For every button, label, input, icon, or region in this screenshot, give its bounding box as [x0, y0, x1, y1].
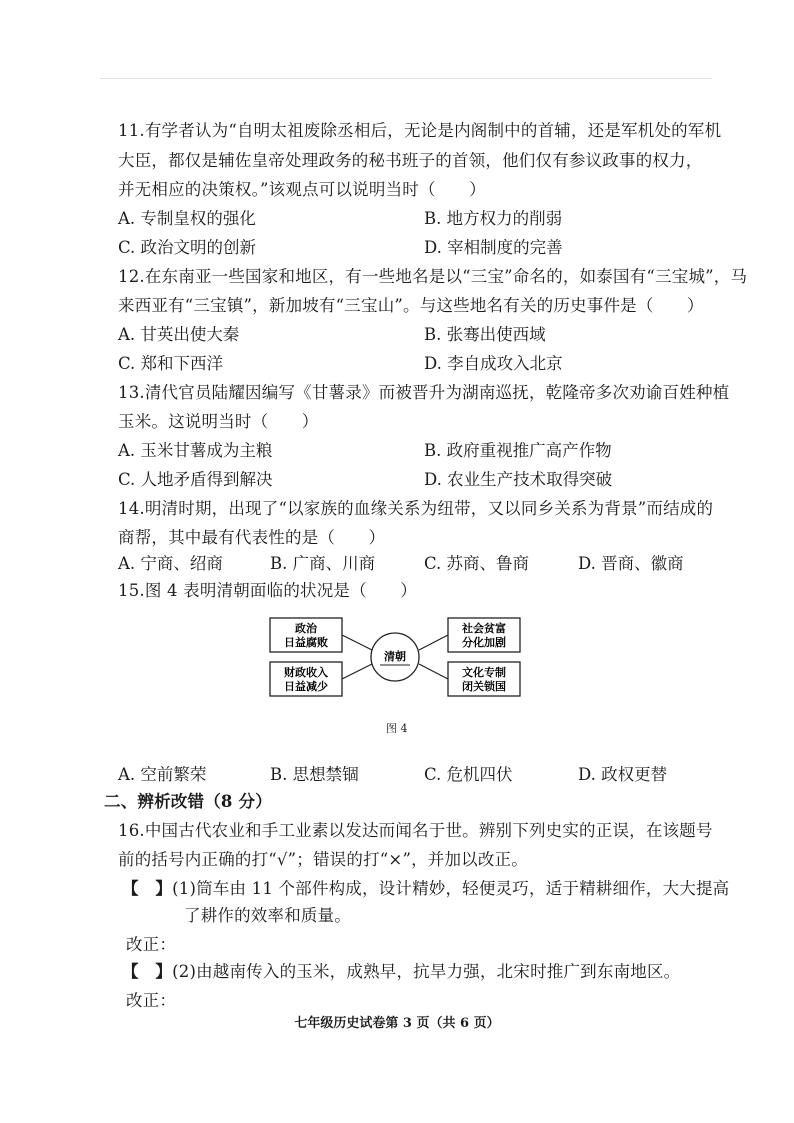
q16-fix-1: 改正：	[126, 935, 177, 954]
q16-item-1	[122, 878, 729, 900]
center-label: 清朝	[384, 650, 406, 663]
connector-right-top	[419, 635, 448, 650]
q13-option-c: C. 人地矛盾得到解决	[118, 470, 273, 489]
answer-bracket-1[interactable]: 【 】	[122, 879, 173, 898]
q12-line-1: 12.在东南亚一些国家和地区，有一些地名是以“三宝”命名的，如泰国有“三宝城”，马	[118, 267, 748, 286]
q14-option-a: A. 宁商、绍商	[118, 554, 223, 573]
q16-item-2-text: (2)由越南传入的玉米，成熟早，抗旱力强，北宋时推广到东南地区。	[172, 962, 681, 981]
figure-caption: 图 4	[386, 722, 408, 735]
q15-option-d: D. 政权更替	[578, 765, 668, 784]
q12-option-c: C. 郑和下西洋	[118, 354, 224, 373]
top-rule	[100, 78, 712, 79]
left-bottom-line-2: 日益减少	[284, 680, 328, 693]
q16-item-1-cont: 了耕作的效率和质量。	[184, 906, 351, 925]
connector-left-top	[342, 635, 372, 650]
q15-option-a: A. 空前繁荣	[118, 765, 207, 784]
page-footer: 七年级历史试卷第 3 页（共 6 页）	[294, 1016, 500, 1031]
q12-option-b: B. 张骞出使西域	[424, 325, 546, 344]
q14-option-b: B. 广商、川商	[270, 554, 376, 573]
q16-line-2: 前的括号内正确的打“√”；错误的打“×”，并加以改正。	[118, 850, 528, 869]
section-2-title: 二、辨析改错（8 分）	[104, 792, 272, 811]
q14-option-c: C. 苏商、鲁商	[424, 554, 530, 573]
q11-line-1: 11.有学者认为“自明太祖废除丞相后，无论是内阁制中的首辅，还是军机处的军机	[118, 121, 722, 140]
q13-option-d: D. 农业生产技术取得突破	[424, 470, 613, 489]
q13-line-1: 13.清代官员陆耀因编写《甘薯录》而被晋升为湖南巡抚，乾隆帝多次劝谕百姓种植	[118, 383, 730, 402]
answer-bracket-2[interactable]: 【 】	[122, 962, 173, 981]
q12-option-a: A. 甘英出使大秦	[118, 325, 240, 344]
connector-right-bottom	[419, 664, 448, 679]
q16-item-2	[122, 961, 680, 983]
q15-line-1: 15.图 4 表明清朝面临的状况是（ ）	[118, 581, 417, 600]
figure-4-diagram	[260, 610, 530, 705]
q11-line-3: 并无相应的决策权。”该观点可以说明当时（ ）	[118, 180, 486, 199]
q15-option-b: B. 思想禁锢	[270, 765, 359, 784]
left-bottom-line-1: 财政收入	[284, 666, 328, 679]
q11-option-d: D. 宰相制度的完善	[424, 238, 563, 257]
q11-option-a: A. 专制皇权的强化	[118, 209, 256, 228]
q16-fix-2: 改正：	[126, 991, 177, 1010]
q12-option-d: D. 李自成攻入北京	[424, 354, 563, 373]
left-top-line-1: 政治	[295, 622, 317, 635]
q13-option-a: A. 玉米甘薯成为主粮	[118, 441, 273, 460]
q14-line-1: 14.明清时期，出现了“以家族的血缘关系为纽带，又以同乡关系为背景”而结成的	[118, 499, 714, 518]
q16-item-1-text: (1)筒车由 11 个部件构成，设计精妙，轻便灵巧，适于精耕细作，大大提高	[172, 879, 730, 898]
right-bottom-line-2: 闭关锁国	[462, 680, 506, 693]
q11-option-c: C. 政治文明的创新	[118, 238, 257, 257]
q13-line-2: 玉米。这说明当时（ ）	[118, 412, 319, 431]
right-top-line-1: 社会贫富	[462, 622, 506, 635]
q13-option-b: B. 政府重视推广高产作物	[424, 441, 612, 460]
q14-line-2: 商帮，其中最有代表性的是（ ）	[118, 528, 386, 547]
q12-line-2: 来西亚有“三宝镇”，新加坡有“三宝山”。与这些地名有关的历史事件是（ ）	[118, 296, 704, 315]
left-top-line-2: 日益腐败	[284, 636, 328, 649]
q15-option-c: C. 危机四伏	[424, 765, 513, 784]
right-top-line-2: 分化加剧	[462, 636, 506, 649]
q11-option-b: B. 地方权力的削弱	[424, 209, 563, 228]
q11-line-2: 大臣，都仅是辅佐皇帝处理政务的秘书班子的首领，他们仅有参议政事的权力，	[118, 151, 703, 170]
connector-left-bottom	[342, 664, 372, 679]
q14-option-d: D. 晋商、徽商	[578, 554, 684, 573]
right-bottom-line-1: 文化专制	[462, 666, 506, 679]
q16-line-1: 16.中国古代农业和手工业素以发达而闻名于世。辨别下列史实的正误，在该题号	[118, 821, 713, 840]
